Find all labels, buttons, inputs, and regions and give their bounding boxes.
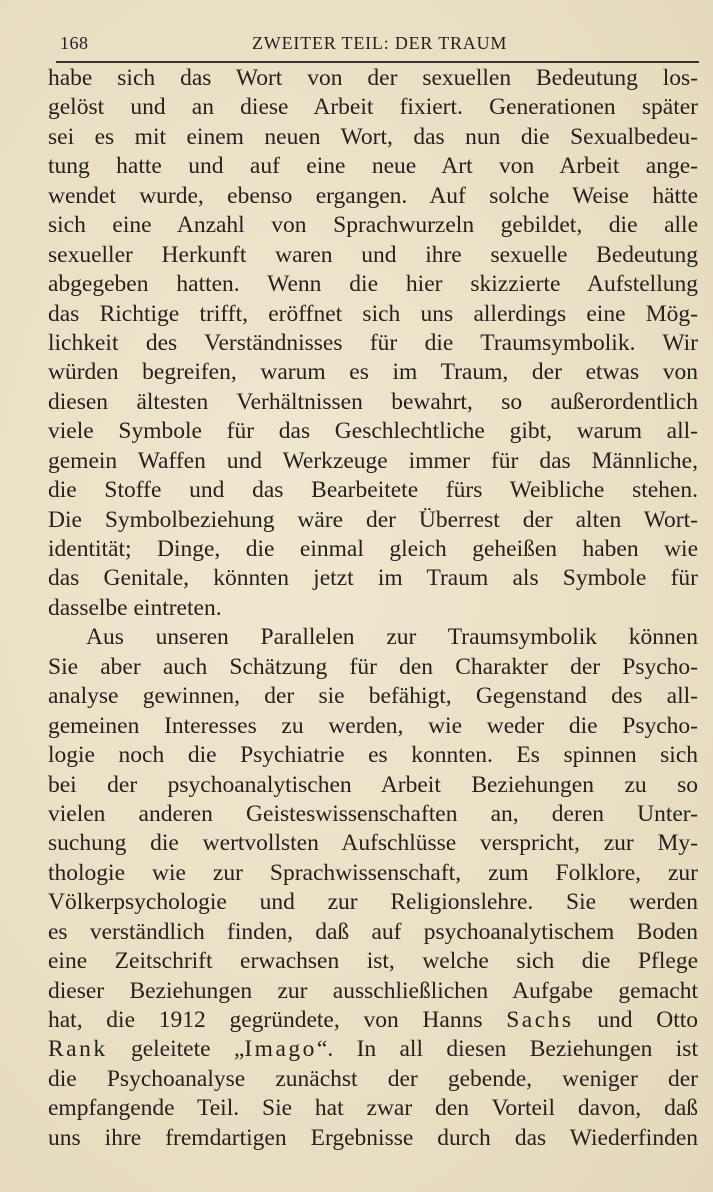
body-text [48,64,698,1153]
text-line: das Genitale, könnten jetzt im Traum als Symbole für [48,565,698,592]
text-line: eine Zeitschrift erwachsen ist, welche sich die Pflege [48,948,698,975]
text-run: “. In all diesen Beziehungen ist [316,1036,698,1063]
text-line: sexueller Herkunft waren und ihre sexuelle Bedeutung [48,241,698,268]
text-run: geleitete „ [107,1036,245,1063]
text-line: wendet wurde, ebenso ergangen. Auf solche Weise hätte [48,182,698,209]
text-line: Die Symbolbeziehung wäre der Überrest der alten Wort- [48,506,698,533]
text-line: die Stoffe und das Bearbeitete fürs Weibliche stehen. [48,477,698,504]
text-line: gelöst und an diese Arbeit fixiert. Generationen später [48,94,698,121]
paragraph-2 [48,623,698,1153]
text-run: hat, die 1912 gegründete, von Hanns [48,1007,507,1033]
person-name-otto: Otto [656,1007,698,1033]
text-line: analyse gewinnen, der sie befähigt, Gegenstand des all- [48,683,698,710]
text-line: lichkeit des Verständnisses für die Traumsymbolik. Wir [48,329,698,356]
journal-name-imago: Imago [244,1036,317,1063]
text-line: identität; Dinge, die einmal gleich geheißen haben wie [48,536,698,562]
text-line: das Richtige trifft, eröffnet sich uns allerdings eine Mög- [48,300,698,327]
page-number: 168 [60,33,89,53]
paragraph-1 [48,64,698,623]
text-line: thologie wie zur Sprachwissenschaft, zum Folklore, zur [48,859,698,886]
text-line: vielen anderen Geisteswissenschaften an, deren Unter- [48,800,698,827]
text-line: abgegeben hatten. Wenn die hier skizzierte Aufstellung [48,271,698,298]
text-line: suchung die wertvollsten Aufschlüsse verspricht, zur My- [48,830,698,857]
text-line: die Psychoanalyse zunächst der gebende, weniger der [48,1065,698,1092]
text-line [48,1035,698,1064]
text-line: sich eine Anzahl von Sprachwurzeln gebildet, die alle [48,212,698,239]
text-line: dieser Beziehungen zur ausschließlichen Aufgabe gemacht [48,977,698,1004]
text-line: bei der psychoanalytischen Arbeit Beziehungen zu so [48,771,698,798]
person-name-sachs: Sachs [506,1007,574,1033]
text-line: logie noch die Psychiatrie es konnten. Es spinnen sich [48,742,698,769]
text-run: und [573,1007,657,1033]
person-name-rank: Rank [48,1036,108,1063]
text-line [48,1006,698,1035]
text-line: Aus unseren Parallelen zur Traumsymbolik können [86,624,698,651]
text-line: tung hatte und auf eine neue Art von Arbeit ange- [48,153,698,180]
text-line: diesen ältesten Verhältnissen bewahrt, so außerordentlich [48,388,698,415]
chapter-header: ZWEITER TEIL: DER TRAUM [252,33,508,53]
text-line: uns ihre fremdartigen Ergebnisse durch das Wiederfinden [48,1124,698,1151]
text-line: empfangende Teil. Sie hat zwar den Vorteil davon, daß [48,1095,698,1122]
text-line: gemeinen Interesses zu werden, wie weder die Psycho- [48,712,698,739]
text-line: es verständlich finden, daß auf psychoanalytischem Boden [48,918,698,945]
text-line: habe sich das Wort von der sexuellen Bedeutung los- [48,65,698,91]
text-line: Völkerpsychologie und zur Religionslehre. Sie werden [48,889,698,916]
text-line: Sie aber auch Schätzung für den Charakter der Psycho- [48,653,698,680]
text-line: sei es mit einem neuen Wort, das nun die Sexualbedeu- [48,123,698,150]
text-line: dasselbe eintreten. [48,594,222,621]
text-line: viele Symbole für das Geschlechtliche gibt, warum all- [48,418,698,445]
text-line: würden begreifen, warum es im Traum, der etwas von [48,359,698,386]
text-line: gemein Waffen und Werkzeuge immer für das Männliche, [48,447,698,474]
running-head [56,31,699,63]
